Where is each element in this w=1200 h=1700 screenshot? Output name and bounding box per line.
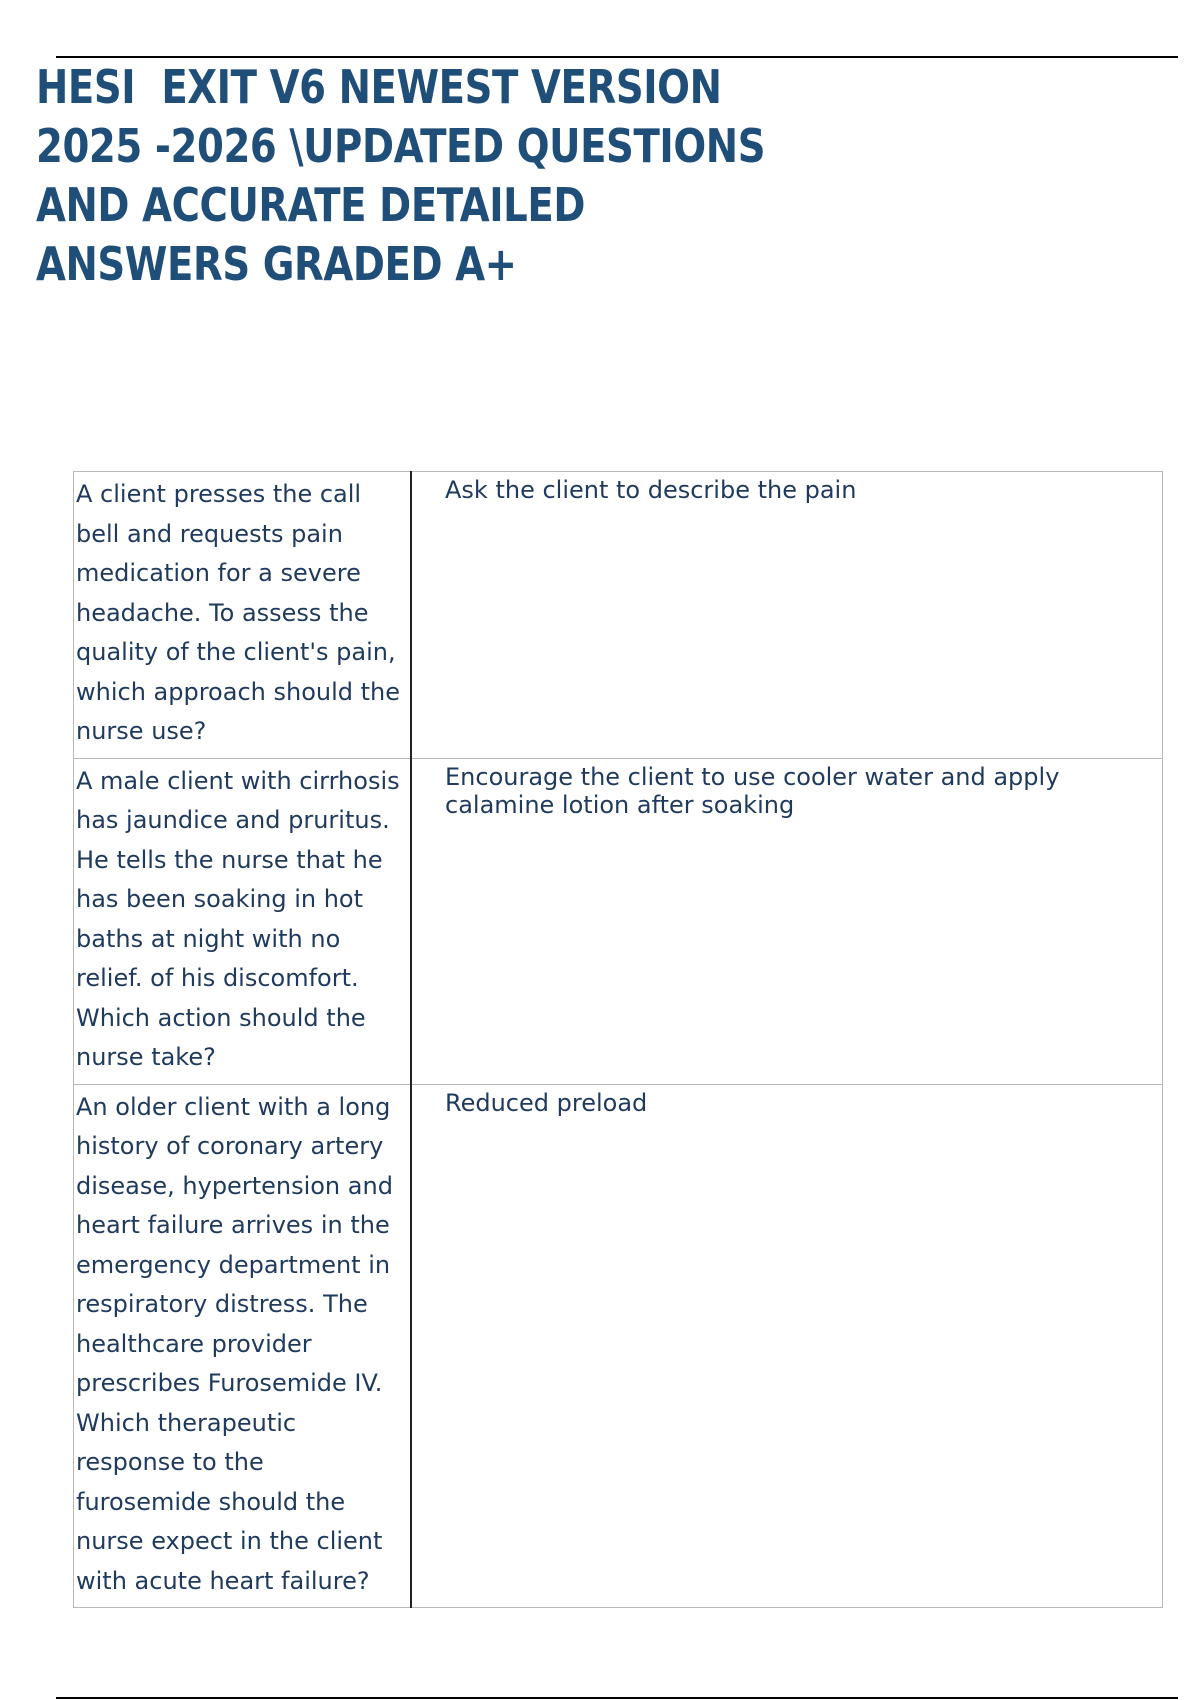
question-cell (74, 1084, 412, 1608)
qa-row (74, 758, 1163, 1084)
document-title (36, 58, 766, 294)
answer-text: Ask the client to describe the pain (445, 476, 857, 504)
title-line-3: AND ACCURATE DETAILED (36, 178, 586, 232)
question-cell (74, 472, 412, 759)
qa-row (74, 472, 1163, 759)
answer-cell (411, 1084, 1163, 1608)
question-text: An older client with a long history of coronary artery disease, hypertension and heart failure arrives in the emergency department in respiratory distress. The healthcare provider prescribes Furosemide IV. Which therapeutic response to the furosemide should the nurse expect in the client with acute heart failure? (76, 1092, 393, 1595)
title-line-1: HESI EXIT V6 NEWEST VERSION (36, 60, 722, 114)
answer-cell (411, 472, 1163, 759)
answer-cell (411, 758, 1163, 1084)
title-line-4: ANSWERS GRADED A+ (36, 237, 517, 291)
answer-text: Encourage the client to use cooler water and apply calamine lotion after soaking (445, 762, 1060, 819)
question-cell (74, 758, 412, 1084)
question-text: A male client with cirrhosis has jaundice and pruritus. He tells the nurse that he has been soaking in hot baths at night with no relief. of his discomfort. Which action should the nurse take? (76, 766, 400, 1071)
qa-row (74, 1084, 1163, 1608)
qa-table (73, 471, 1163, 1608)
title-line-2: 2025 -2026 \UPDATED QUESTIONS (36, 119, 766, 173)
answer-text: Reduced preload (445, 1088, 648, 1117)
bottom-rule (56, 1697, 1178, 1699)
question-text: A client presses the call bell and requests pain medication for a severe headache. To assess the quality of the client's pain, which approach should the nurse use? (76, 480, 401, 745)
